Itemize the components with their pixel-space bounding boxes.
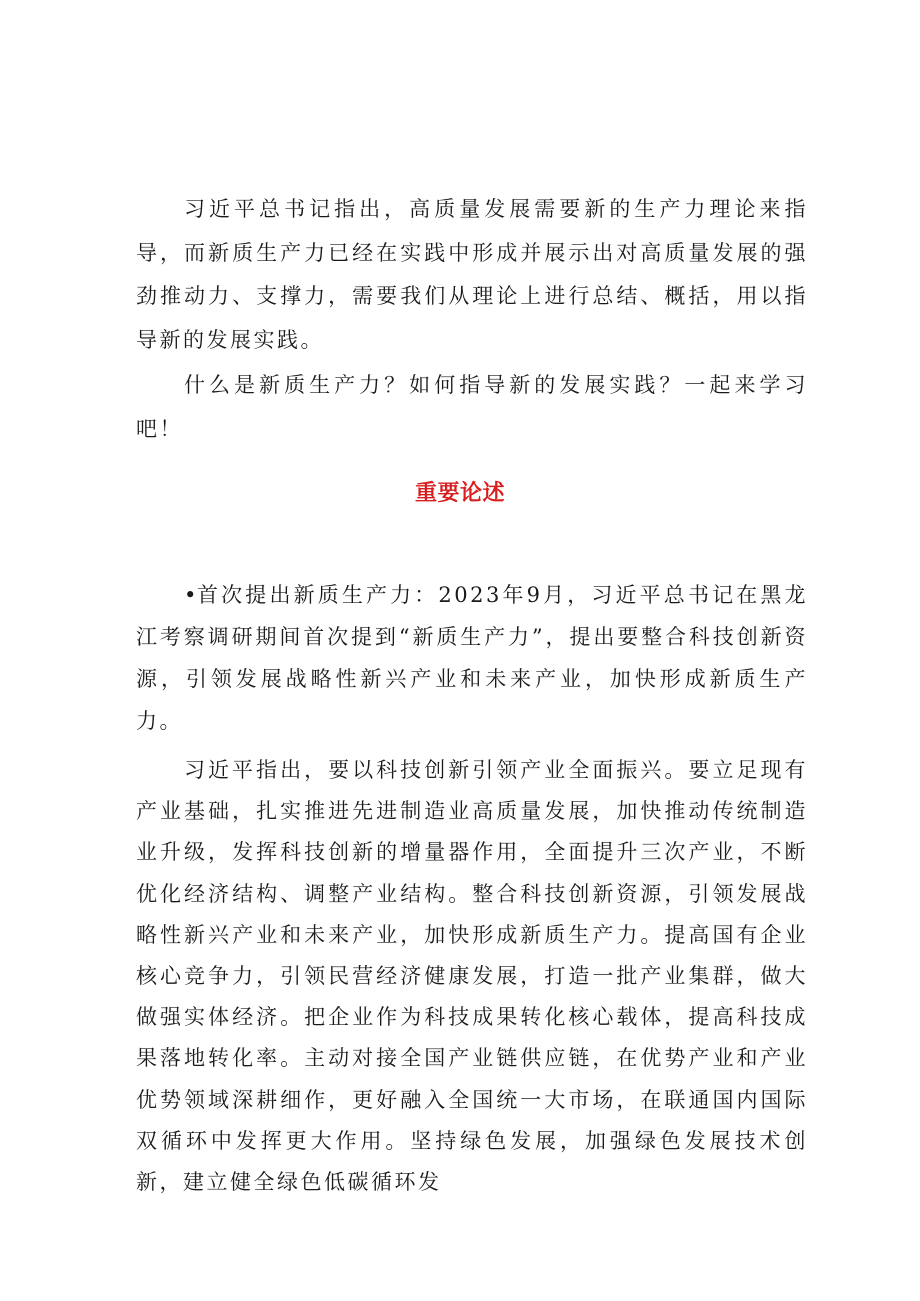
intro-section [136, 188, 808, 451]
section-heading: 重要论述 [414, 481, 505, 506]
bullet-text: 首次提出新质生产力：2023年9月，习近平总书记在黑龙江考察调研期间首次提到“新质生产力”，提出要整合科技创新资源，引领发展战略性新兴产业和未来产业，加快形成新质生产力。 [136, 583, 808, 733]
bullet-icon: • [184, 583, 197, 607]
bullet-paragraph [136, 574, 808, 742]
section-body [136, 574, 808, 1203]
body-paragraph: 习近平指出，要以科技创新引领产业全面振兴。要立足现有产业基础，扎实推进先进制造业高质量发展，加快推动传统制造业升级，发挥科技创新的增量器作用，全面提升三次产业，不断优化经济结构、调整产业结构。整合科技创新资源，引领发展战略性新兴产业和未来产业，加快形成新质生产力。提高国有企业核心竞争力，引领民营经济健康发展，打造一批产业集群，做大做强实体经济。把企业作为科技成果转化核心载体，提高科技成果落地转化率。主动对接全国产业链供应链，在优势产业和产业优势领域深耕细作，更好融入全国统一大市场，在联通国内国际双循环中发挥更大作用。坚持绿色发展，加强绿色发展技术创新，建立健全绿色低碳循环发 [136, 758, 808, 1195]
intro-paragraph: 习近平总书记指出，高质量发展需要新的生产力理论来指导，而新质生产力已经在实践中形成并展示出对高质量发展的强劲推动力、支撑力，需要我们从理论上进行总结、概括，用以指导新的发展实践。 [136, 197, 808, 352]
intro-question-paragraph: 什么是新质生产力？如何指导新的发展实践？一起来学习吧！ [136, 373, 808, 441]
